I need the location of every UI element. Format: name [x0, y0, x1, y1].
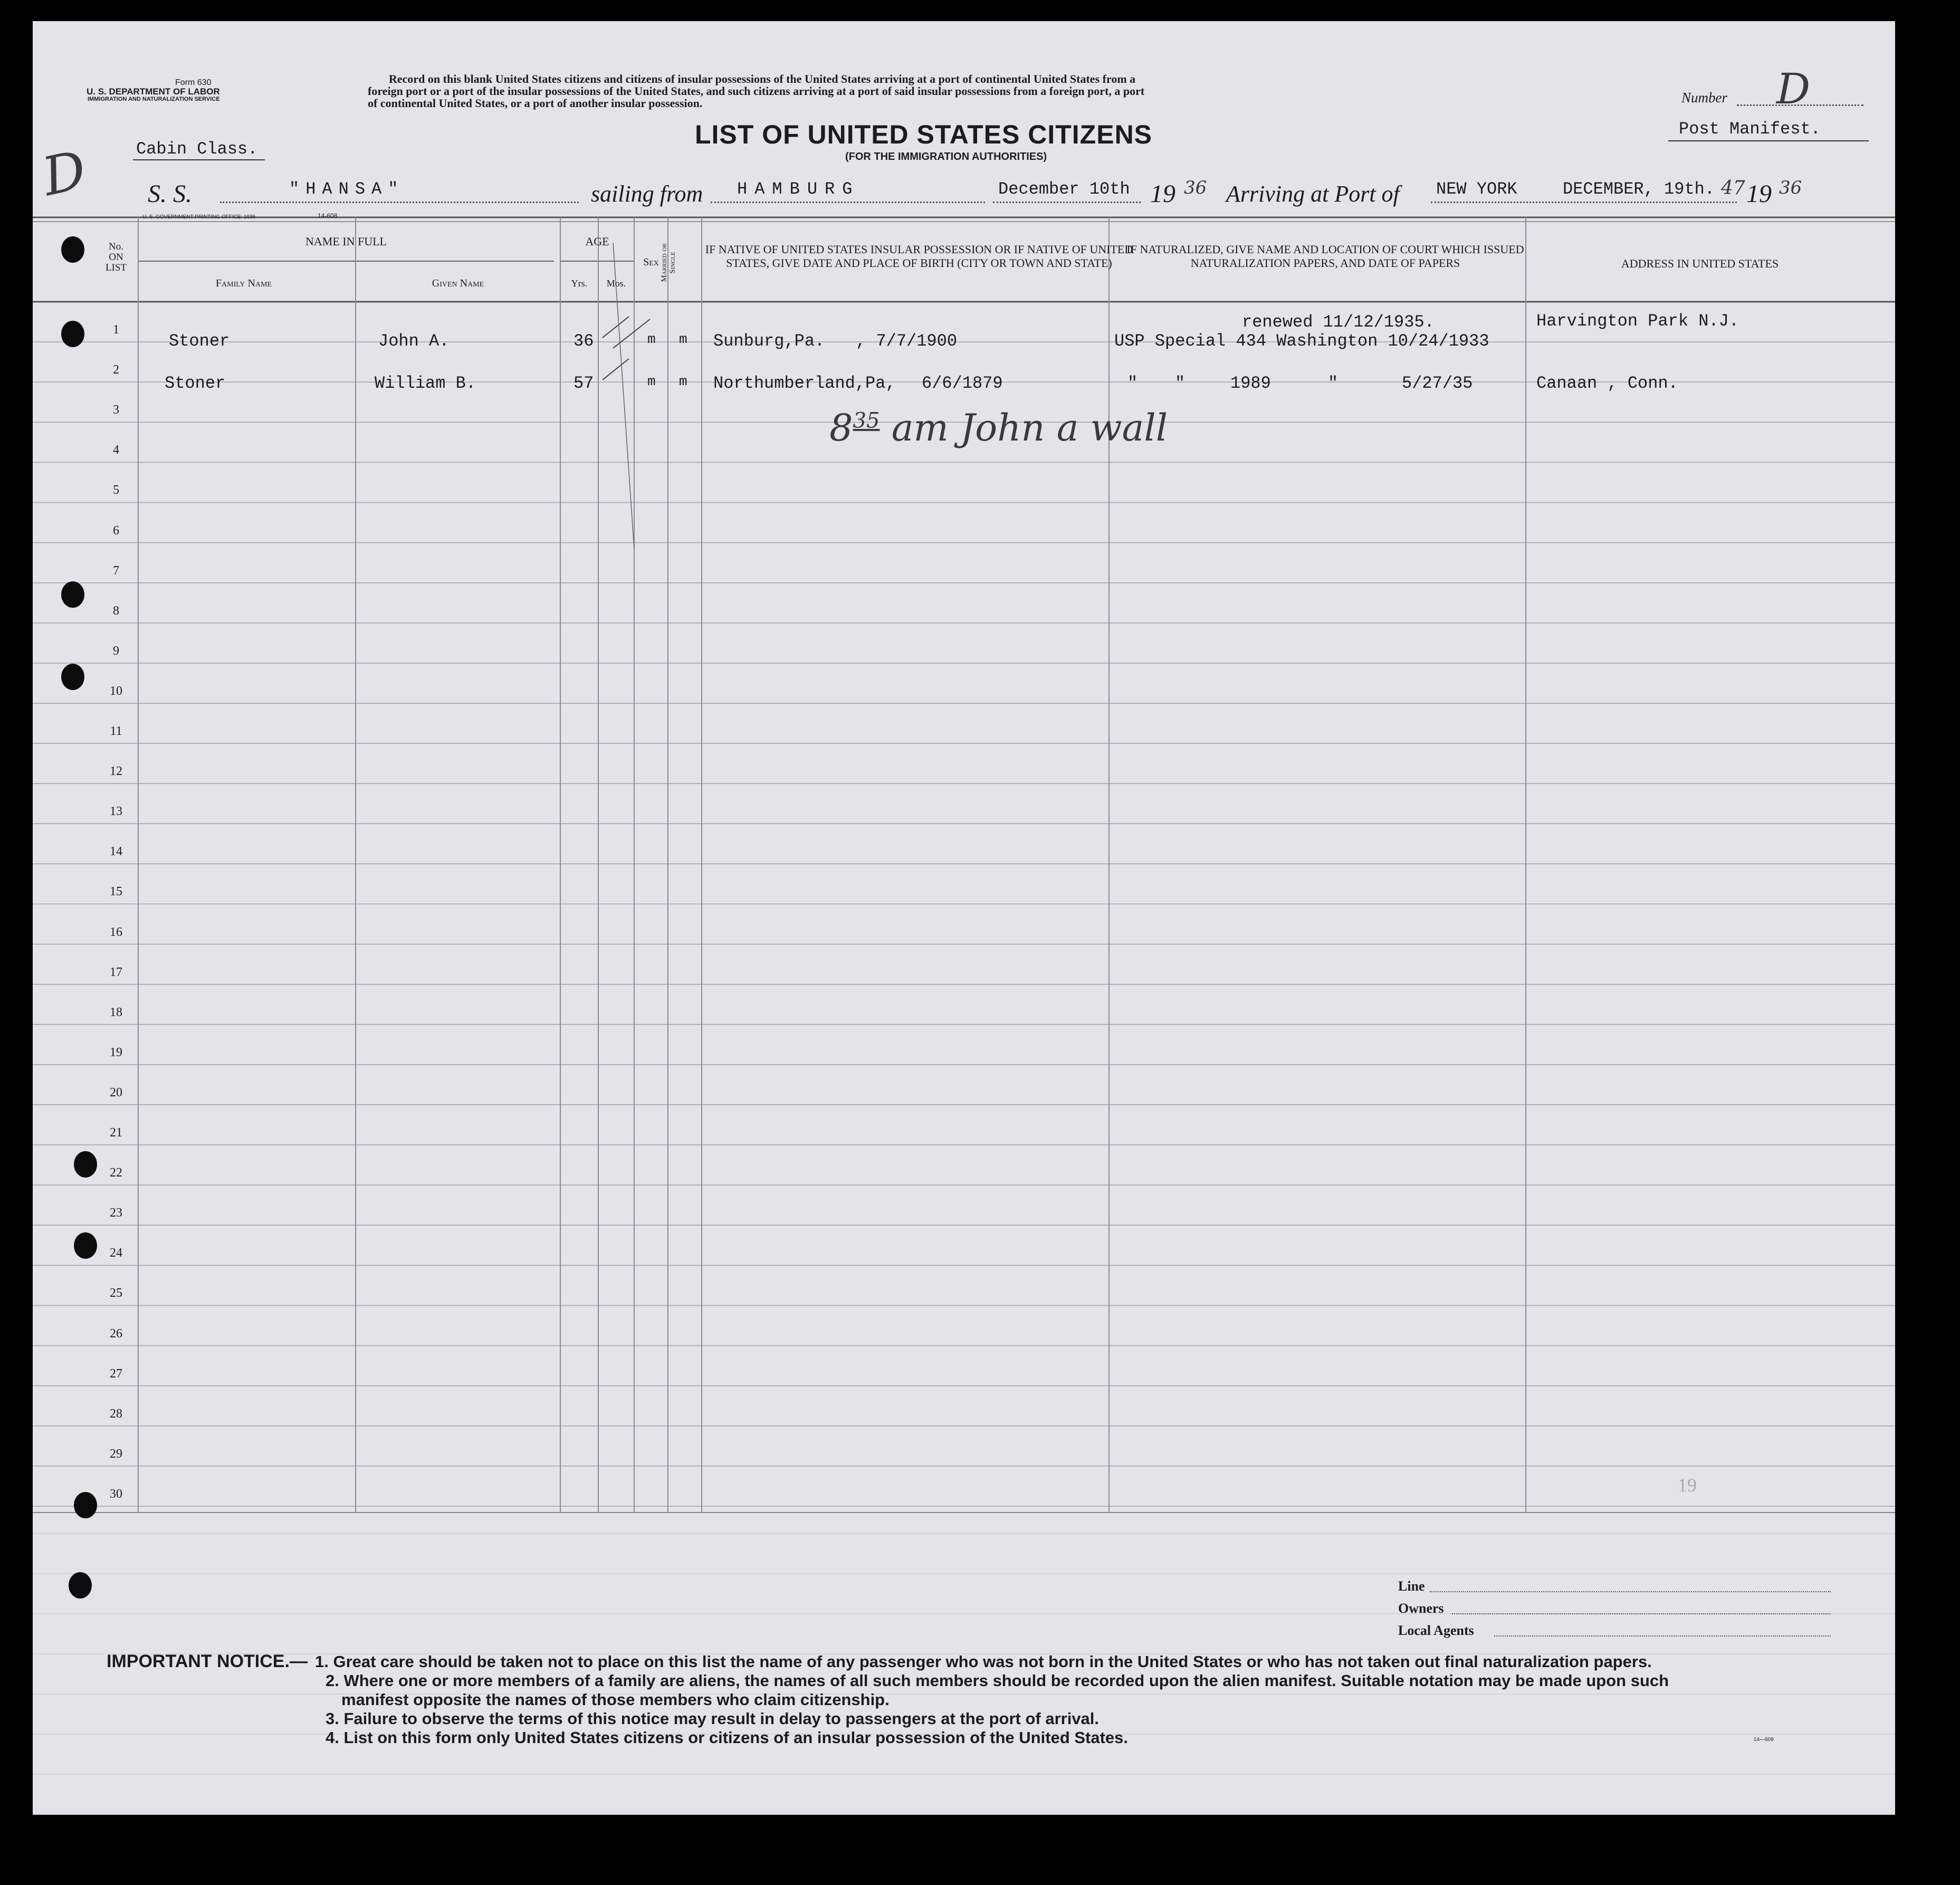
ship-name: "HANSA": [289, 179, 405, 199]
p2-nat-date: 5/27/35: [1402, 374, 1473, 393]
notice-heading: IMPORTANT NOTICE.—: [107, 1651, 308, 1671]
p1-birth-date: , 7/7/1900: [856, 331, 958, 351]
row-number: 19: [110, 1045, 122, 1059]
p2-nat-ditto-3: ": [1328, 374, 1338, 393]
departure-year-prefix: 19: [1150, 180, 1175, 208]
arriving-label: Arriving at Port of: [1226, 181, 1400, 207]
notice-1: 1. Great care should be taken not to place on this list the name of any passenger who was not born in the United States or who has not taken out final naturalization papers.: [315, 1652, 1652, 1671]
row-number: 13: [110, 805, 122, 819]
owners-label: Owners: [1398, 1601, 1444, 1616]
p1-given-name: John A.: [378, 331, 450, 351]
row-number: 8: [113, 604, 119, 618]
col-name-in-full: NAME IN FULL: [305, 235, 387, 248]
p2-family-name: Stoner: [165, 374, 226, 393]
notice-2-cont: manifest opposite the names of those members who claim citizenship.: [341, 1690, 890, 1709]
p2-marital: m: [679, 374, 687, 389]
row-number: 26: [110, 1326, 122, 1341]
row-number: 18: [110, 1005, 122, 1019]
col-family-name: Family Name: [215, 278, 272, 289]
p1-sex: m: [647, 331, 656, 347]
printing-code: 14-608: [318, 212, 338, 219]
port-to: NEW YORK: [1436, 179, 1517, 199]
post-manifest-label: Post Manifest.: [1679, 119, 1821, 139]
stamp-number: 19: [1678, 1475, 1697, 1496]
punch-hole: [61, 321, 84, 347]
arrival-year: 36: [1779, 177, 1802, 198]
p2-nat-number: 1989: [1230, 374, 1271, 393]
row-number: 28: [110, 1406, 122, 1421]
row-number: 25: [110, 1286, 122, 1300]
handwritten-time: 8: [829, 406, 853, 449]
handwritten-text: am John a wall: [891, 406, 1168, 449]
p2-birth-place: Northumberland,Pa,: [713, 374, 896, 393]
post-manifest-underline: [1668, 140, 1869, 141]
p1-birth-place: Sunburg,Pa.: [713, 331, 825, 351]
sailing-from-label: sailing from: [591, 181, 703, 207]
p2-nat-ditto-2: ": [1175, 374, 1185, 393]
line-label: Line: [1398, 1578, 1425, 1594]
row-number: 3: [113, 403, 119, 417]
col-no-on-list: No. ON LIST: [105, 241, 127, 273]
manifest-page: [33, 21, 1895, 1815]
p1-naturalization-note: renewed 11/12/1935.: [1242, 312, 1435, 332]
row-number: 6: [113, 523, 119, 538]
row-number: 2: [113, 363, 119, 377]
p1-family-name: Stoner: [169, 331, 230, 351]
row-number: 12: [110, 764, 122, 779]
punch-hole: [69, 1572, 92, 1599]
arrival-date: DECEMBER, 19th.: [1563, 179, 1715, 199]
col-sex: Sex: [643, 256, 659, 268]
agents-field-line: [1494, 1635, 1831, 1637]
port-from-line: [711, 202, 985, 203]
row-number: 21: [110, 1126, 122, 1140]
p2-address: Canaan , Conn.: [1536, 374, 1678, 393]
p1-address: Harvington Park N.J.: [1536, 311, 1739, 331]
department-label: U. S. DEPARTMENT OF LABOR: [87, 87, 220, 97]
notice-4: 4. List on this form only United States citizens or citizens of an insular possession of the United States.: [326, 1728, 1128, 1747]
col-given-name: Given Name: [432, 278, 484, 289]
footer-form-code: 14—608: [1754, 1737, 1774, 1743]
row-number: 16: [110, 925, 122, 939]
arrival-year-prefix: 19: [1746, 180, 1772, 208]
p1-naturalization: USP Special 434 Washington 10/24/1933: [1114, 331, 1489, 351]
row-number: 17: [110, 965, 122, 979]
arrival-handwritten: 47: [1721, 177, 1745, 199]
local-agents-label: Local Agents: [1398, 1623, 1474, 1638]
row-number: 9: [113, 644, 119, 658]
page-subtitle: (FOR THE IMMIGRATION AUTHORITIES): [845, 151, 1047, 162]
handwritten-note: [829, 406, 1168, 449]
row-number: 23: [110, 1206, 122, 1220]
line-field-line: [1430, 1591, 1831, 1592]
col-address: ADDRESS IN UNITED STATES: [1621, 257, 1779, 270]
number-value: D: [1776, 64, 1811, 113]
form-number: Form 630: [175, 78, 212, 87]
punch-hole: [61, 664, 84, 690]
col-yrs: Yrs.: [571, 278, 588, 289]
punch-hole: [61, 581, 84, 608]
col-mos: Mos.: [606, 278, 626, 289]
record-instructions: [368, 73, 1144, 109]
p1-age-slash: [603, 317, 629, 338]
margin-mark: D: [37, 138, 92, 208]
row-number: 24: [110, 1246, 122, 1260]
col-birth: IF NATIVE OF UNITED STATES INSULAR POSSESSION OR IF NATIVE OF UNITED STATES, GIVE DATE AND PLACE OF BIRTH (CITY OR TOWN AND STATE): [705, 243, 1133, 270]
row-number: 4: [113, 443, 119, 457]
number-label: Number: [1681, 90, 1727, 106]
col-age: AGE: [585, 235, 609, 248]
ship-field-line: [220, 202, 579, 203]
service-label: IMMIGRATION AND NATURALIZATION SERVICE: [88, 96, 220, 102]
p2-age-slash: [603, 359, 629, 380]
punch-hole: [74, 1232, 97, 1259]
cabin-class-label: Cabin Class.: [136, 139, 258, 159]
col-married-single: Married or Single: [660, 243, 677, 282]
p1-marital: m: [679, 331, 687, 347]
record-line-2: foreign port or a port of the insular possessions of the United States, and such citizens arriving at a port of said insular possessions from a foreign port, a port: [368, 84, 1145, 98]
p2-nat-ditto-1: ": [1127, 374, 1138, 393]
row-number: 29: [110, 1447, 122, 1461]
printing-office-imprint: U. S. GOVERNMENT PRINTING OFFICE: 1936: [142, 214, 256, 220]
p2-given-name: William B.: [375, 374, 476, 393]
row-number: 1: [113, 323, 119, 337]
p2-birth-date: 6/6/1879: [922, 374, 1003, 393]
arrival-date-line: [1431, 202, 1737, 203]
notice-3: 3. Failure to observe the terms of this notice may result in delay to passengers at the port of arrival.: [326, 1709, 1099, 1728]
punch-hole: [74, 1492, 97, 1518]
row-number: 30: [110, 1487, 122, 1501]
departure-date-line: [993, 202, 1141, 203]
row-number: 15: [110, 885, 122, 899]
row-number: 11: [110, 724, 122, 738]
handwritten-time-minutes: 35: [853, 408, 880, 433]
row-number: 27: [110, 1366, 122, 1381]
departure-date: December 10th: [998, 179, 1130, 199]
row-number: 5: [113, 483, 119, 497]
row-number: 10: [110, 684, 122, 698]
record-line-3: of continental United States, or a port of another insular possession.: [368, 97, 703, 110]
notice-2: 2. Where one or more members of a family are aliens, the names of all such members should be recorded upon the alien manifest. Suitable notation may be made upon such: [326, 1671, 1669, 1690]
ss-label: S. S.: [148, 180, 192, 208]
record-line-1: Record on this blank United States citizens and citizens of insular possessions of the United States arriving at a port of continental United States from a: [389, 72, 1136, 85]
row-number: 7: [113, 563, 119, 578]
page-title: LIST OF UNITED STATES CITIZENS: [695, 120, 1153, 149]
departure-year: 36: [1184, 177, 1207, 198]
row-number: 20: [110, 1085, 122, 1099]
punch-hole: [61, 236, 84, 263]
row-number: 14: [110, 845, 122, 859]
cabin-class-underline: [133, 159, 265, 160]
punch-hole: [74, 1151, 97, 1178]
port-from: HAMBURG: [737, 179, 860, 199]
owners-field-line: [1452, 1613, 1831, 1614]
row-number: 22: [110, 1166, 122, 1180]
p2-sex: m: [647, 374, 656, 389]
p1-age-yrs: 36: [573, 331, 594, 351]
p2-age-yrs: 57: [573, 374, 594, 393]
col-naturalized: IF NATURALIZED, GIVE NAME AND LOCATION OF COURT WHICH ISSUED NATURALIZATION PAPERS, AND DATE OF PAPERS: [1126, 243, 1524, 270]
